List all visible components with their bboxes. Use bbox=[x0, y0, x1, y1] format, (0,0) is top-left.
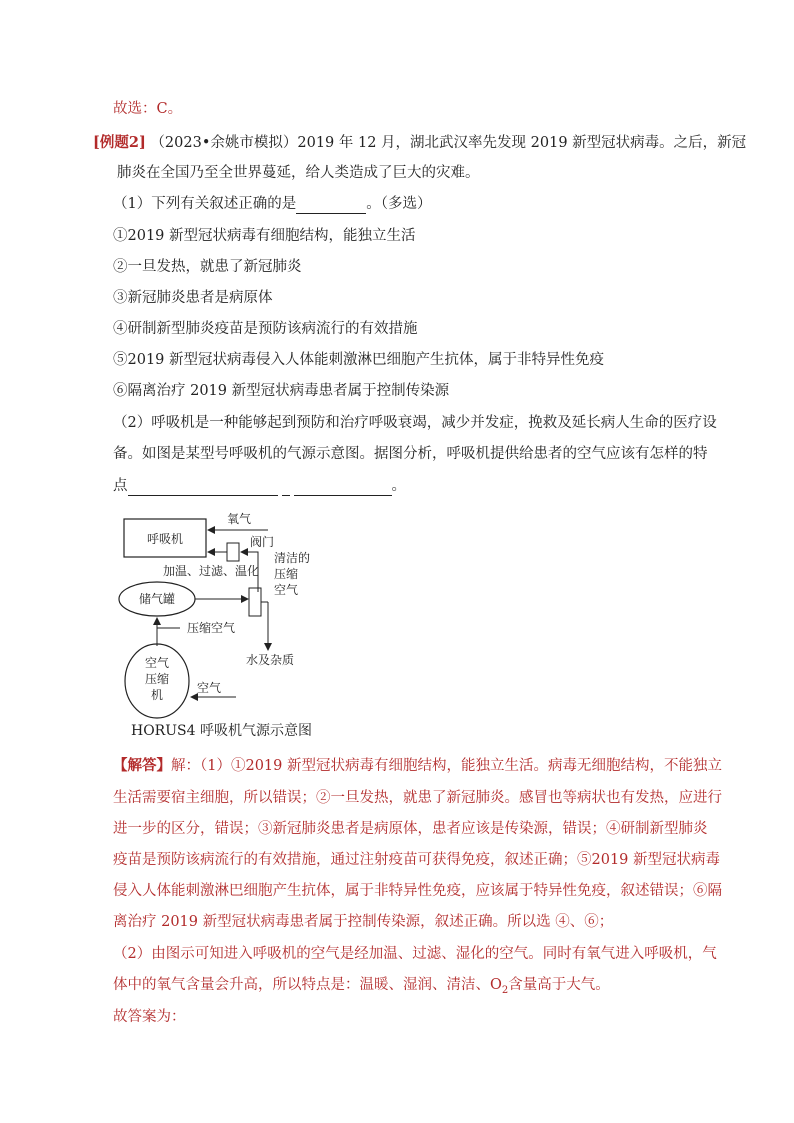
option-5: ⑤2019 新型冠状病毒侵入人体能刺激淋巴细胞产生抗体，属于非特异性免疫 bbox=[113, 352, 605, 368]
solution-line-5: 侵入人体能刺激淋巴细胞产生抗体，属于非特异性免疫，应该属于特异性免疫，叙述错误；⑥隔 bbox=[113, 883, 722, 899]
ventilator-label: 呼吸机 bbox=[146, 532, 184, 546]
option-4: ④研制新型肺炎疫苗是预防该病流行的有效措施 bbox=[113, 321, 418, 337]
compressor-label-3: 机 bbox=[150, 688, 164, 702]
compressor-label-2: 压缩 bbox=[144, 672, 170, 686]
storage-tank-label: 储气罐 bbox=[138, 592, 176, 606]
solution-line-8-text: 体中的氧气含量会升高，所以特点是：温暖、湿润、清洁、O bbox=[113, 977, 502, 993]
clean-air-label-1: 清洁的 bbox=[274, 551, 311, 565]
question-2-line-1: （2）呼吸机是一种能够起到预防和治疗呼吸衰竭，减少并发症，挽救及延长病人生命的医疗设 bbox=[113, 415, 717, 431]
final-answer-label: 故答案为： bbox=[113, 1009, 186, 1025]
example-source-line: （2023•余姚市模拟）2019 年 12 月，湖北武汉率先发现 2019 新型冠状病毒。之后，新冠 bbox=[150, 135, 747, 151]
question-2-prefix: 点 bbox=[113, 478, 128, 494]
filter-box bbox=[249, 588, 261, 616]
solution-line-2: 生活需要宿主细胞，所以错误；②一旦发热，就患了新冠肺炎。感冒也等病状也有发热，应进行 bbox=[113, 790, 722, 806]
option-1: ①2019 新型冠状病毒有细胞结构，能独立生活 bbox=[113, 228, 416, 244]
clean-air-label-2: 压缩 bbox=[274, 567, 299, 581]
solution-line-4: 疫苗是预防该病流行的有效措施，通过注射疫苗可获得免疫，叙述正确；⑤2019 新型冠状病毒 bbox=[113, 852, 721, 868]
valve-label: 阀门 bbox=[250, 535, 275, 549]
valve-box bbox=[227, 543, 239, 561]
compressor-label-1: 空气 bbox=[144, 656, 170, 670]
solution-line-7: （2）由图示可知进入呼吸机的空气是经加温、过滤、湿化的空气。同时有氧气进入呼吸机，气 bbox=[113, 946, 717, 962]
air-label: 空气 bbox=[197, 681, 222, 695]
option-3: ③新冠肺炎患者是病原体 bbox=[113, 290, 273, 306]
solution-line-1 bbox=[113, 756, 722, 776]
solution-line-8-end: 含量高于大气。 bbox=[508, 977, 610, 993]
option-2: ②一旦发热，就患了新冠肺炎 bbox=[113, 259, 302, 275]
solution-line-1-text: 解：（1）①2019 新型冠状病毒有细胞结构，能独立生活。病毒无细胞结构，不能独立 bbox=[171, 758, 722, 774]
compressed-air-label: 压缩空气 bbox=[187, 621, 236, 635]
previous-answer: 故选：C。 bbox=[113, 101, 183, 117]
question-1-prefix: （1）下列有关叙述正确的是 bbox=[113, 196, 297, 212]
diagram-caption: HORUS4 呼吸机气源示意图 bbox=[131, 723, 312, 739]
example-line-2: 肺炎在全国乃至全世界蔓延，给人类造成了巨大的灾难。 bbox=[117, 165, 480, 181]
solution-line-8 bbox=[113, 975, 610, 1001]
solution-line-3: 进一步的区分，错误；③新冠肺炎患者是病原体，患者应该是传染源，错误；④研制新型肺炎 bbox=[113, 821, 708, 837]
solution-tag: 【解答】 bbox=[113, 757, 171, 774]
question-2-line-2: 备。如图是某型号呼吸机的气源示意图。据图分析，呼吸机提供给患者的空气应该有怎样的特 bbox=[113, 446, 708, 462]
example-tag: [例题2] bbox=[93, 134, 146, 151]
process-label: 加温、过滤、温化 bbox=[163, 564, 260, 578]
question-1-suffix: 。（多选） bbox=[366, 196, 432, 212]
oxygen-label: 氧气 bbox=[227, 512, 252, 526]
solution-line-6: 离治疗 2019 新型冠状病毒患者属于控制传染源，叙述正确。所以选 ④、⑥； bbox=[113, 914, 614, 930]
option-6: ⑥隔离治疗 2019 新型冠状病毒患者属于控制传染源 bbox=[113, 383, 450, 399]
question-2-suffix: 。 bbox=[391, 478, 406, 494]
water-impurities-label: 水及杂质 bbox=[246, 653, 295, 667]
clean-air-label-3: 空气 bbox=[274, 583, 299, 597]
o2-subscript: 2 bbox=[501, 984, 509, 996]
